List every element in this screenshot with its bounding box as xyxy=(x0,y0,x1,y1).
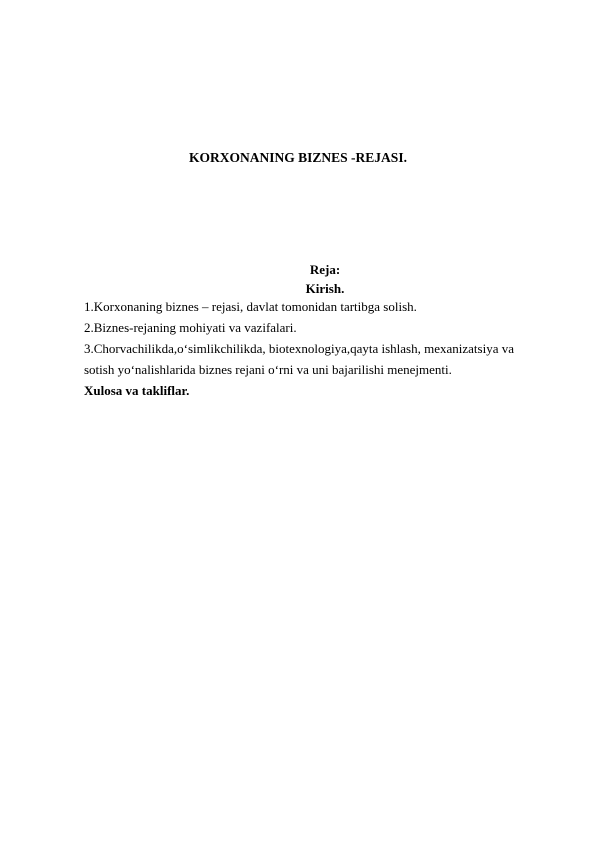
plan-item: 2.Biznes-rejaning mohiyati va vazifalari. xyxy=(84,320,297,335)
plan-item: 1.Korxonaning biznes – rejasi, davlat tomonidan tartibga solish. xyxy=(84,299,417,314)
plan-item-continuation: sotish yo‘nalishlarida biznes rejani o‘rni va uni bajarilishi menejmenti. xyxy=(84,362,452,377)
conclusion-heading: Xulosa va takliflar. xyxy=(84,383,190,398)
document-title: KORXONANING BIZNES -REJASI. xyxy=(189,150,407,165)
intro-heading: Kirish. xyxy=(305,281,345,296)
plan-item: 3.Chorvachilikda,o‘simlikchilikda, biotexnologiya,qayta ishlash, mexanizatsiya va xyxy=(84,341,514,356)
plan-heading: Reja: xyxy=(309,262,341,277)
plan-list xyxy=(84,296,554,401)
